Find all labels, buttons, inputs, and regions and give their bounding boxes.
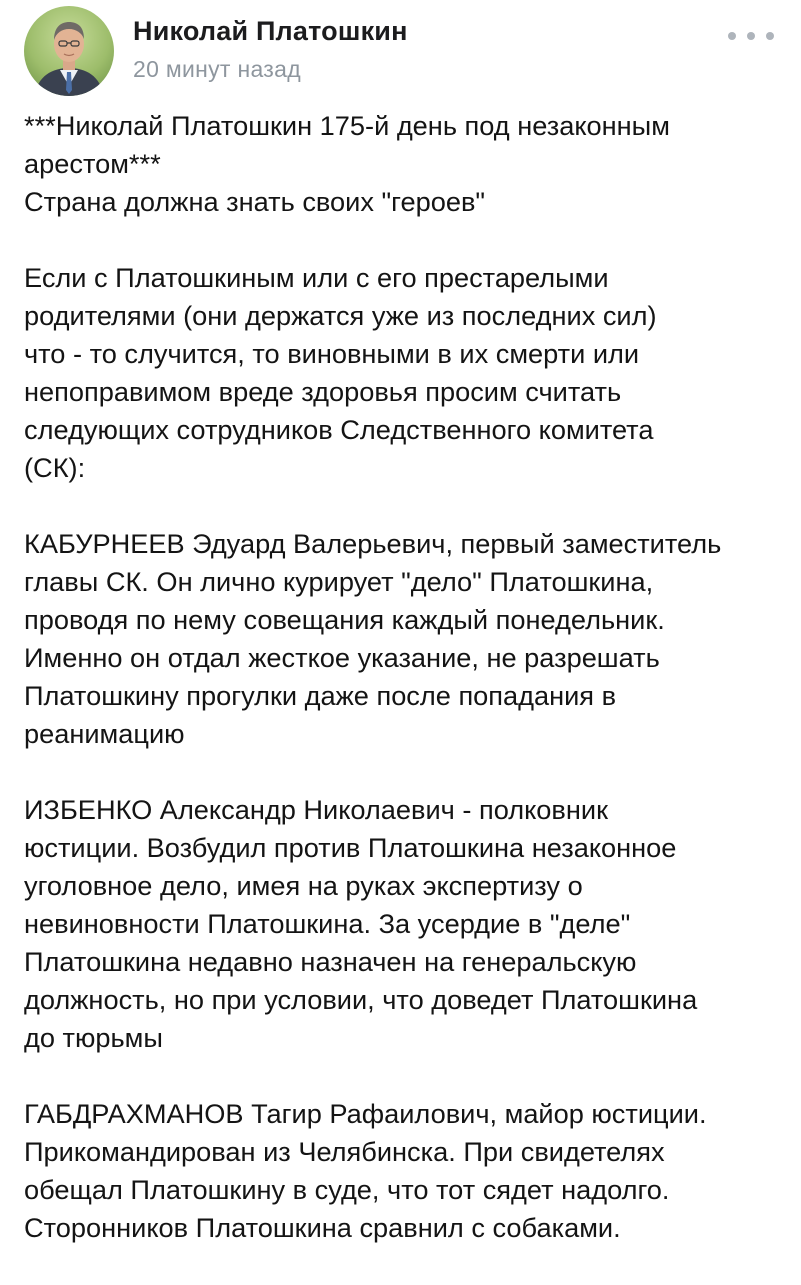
text-line: следующих сотрудников Следственного комитета [24,414,654,445]
text-line: Сторонников Платошкина сравнил с собаками. [24,1212,621,1243]
author-avatar[interactable] [24,6,114,96]
text-line: обещал Платошкину в суде, что тот сядет надолго. [24,1174,670,1205]
more-options-button[interactable] [728,24,774,48]
text-line: Именно он отдал жесткое указание, не разрешать [24,642,660,673]
post-text [24,107,794,1285]
post-paragraph [24,259,794,487]
text-line: невиновности Платошкина. За усердие в "деле" [24,908,631,939]
text-line: Платошкина недавно назначен на генеральскую [24,946,637,977]
post-header [0,0,801,100]
post-paragraph [24,791,794,1057]
author-photo-image [24,6,114,96]
text-line: ИЗБЕНКО Александр Николаевич - полковник [24,794,608,825]
post-timestamp[interactable]: 20 минут назад [133,56,301,82]
text-line: Прикомандирован из Челябинска. При свидетелях [24,1136,665,1167]
more-dots-icon [766,32,774,40]
text-line: Платошкину прогулки даже после попадания в [24,680,617,711]
more-dots-icon [747,32,755,40]
text-line: проводя по нему совещания каждый понедельник. [24,604,665,635]
text-line: главы СК. Он лично курирует "дело" Платошкина, [24,566,654,597]
text-line: реанимацию [24,718,185,749]
text-line: до тюрьмы [24,1022,163,1053]
text-line: ГАБДРАХМАНОВ Тагир Рафаилович, майор юстиции. [24,1098,707,1129]
text-line: КАБУРНЕЕВ Эдуард Валерьевич, первый заместитель [24,528,722,559]
author-name[interactable]: Николай Платошкин [133,16,408,46]
text-line: Если с Платошкиным или с его престарелыми [24,262,609,293]
text-line: что - то случится, то виновными в их смерти или [24,338,640,369]
text-line: (СК): [24,452,86,483]
text-line: ***Николай Платошкин 175-й день под незаконным [24,110,670,141]
text-line: Страна должна знать своих "героев" [24,186,486,217]
text-line: родителями (они держатся уже из последних сил) [24,300,657,331]
post-paragraph [24,107,794,221]
text-line: юстиции. Возбудил против Платошкина незаконное [24,832,677,863]
text-line: арестом*** [24,148,161,179]
more-dots-icon [728,32,736,40]
post-paragraph [24,1095,794,1247]
text-line: непоправимом вреде здоровья просим считать [24,376,622,407]
post-paragraph [24,525,794,753]
text-line: уголовное дело, имея на руках экспертизу о [24,870,583,901]
text-line: должность, но при условии, что доведет Платошкина [24,984,698,1015]
